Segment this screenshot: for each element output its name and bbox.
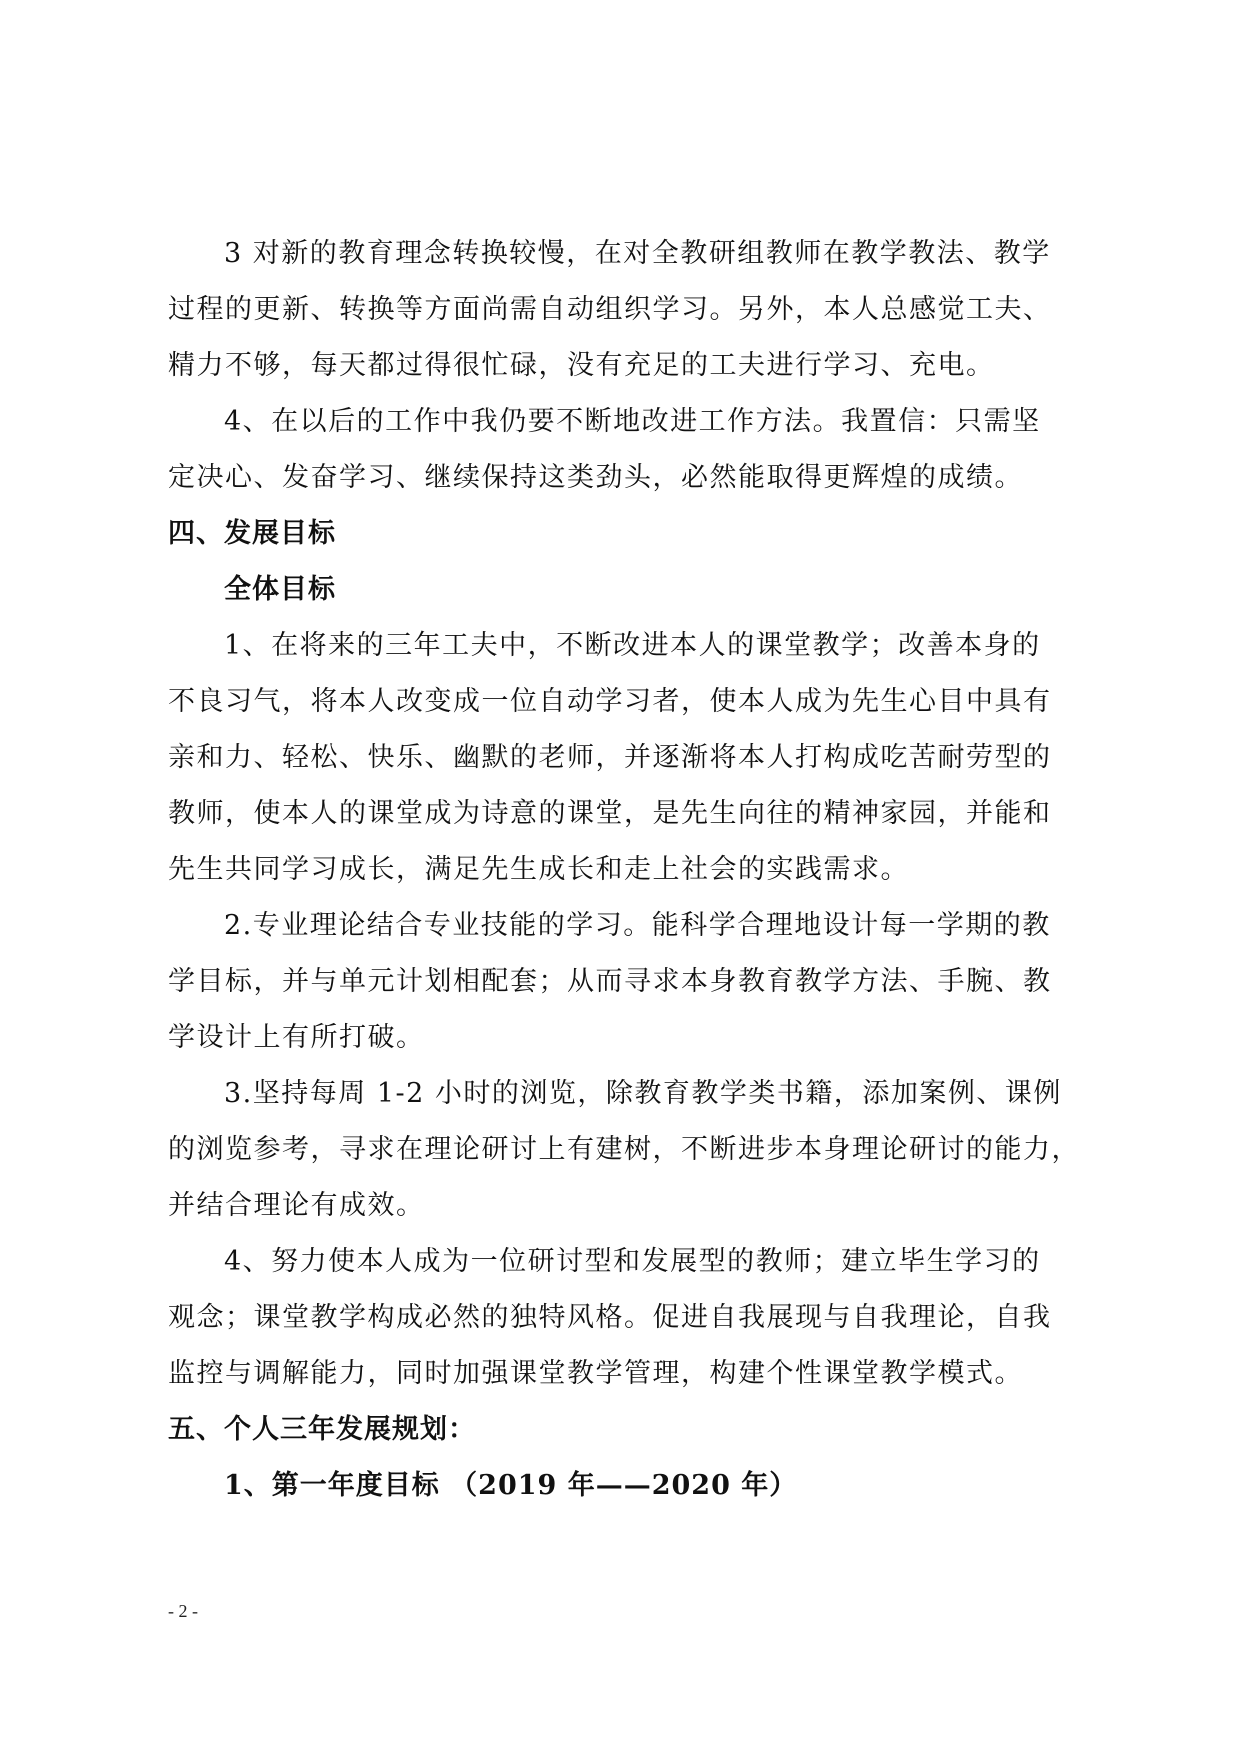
paragraph-line: 1、在将来的三年工夫中，不断改进本人的课堂教学；改善本身的 <box>224 630 1041 661</box>
subsection-heading: 全体目标 <box>224 574 336 605</box>
paragraph-line: 4、在以后的工作中我仍要不断地改进工作方法。我置信：只需坚 <box>224 406 1041 437</box>
section-heading: 四、发展目标 <box>168 518 336 549</box>
paragraph-line: 2.专业理论结合专业技能的学习。能科学合理地设计每一学期的教 <box>224 910 1051 941</box>
paragraph-line: 教师，使本人的课堂成为诗意的课堂，是先生向往的精神家园，并能和 <box>168 798 1052 829</box>
paragraph-line: 定决心、发奋学习、继续保持这类劲头，必然能取得更辉煌的成绩。 <box>168 462 1023 493</box>
paragraph-line: 不良习气，将本人改变成一位自动学习者，使本人成为先生心目中具有 <box>168 686 1052 717</box>
paragraph-line: 4、努力使本人成为一位研讨型和发展型的教师；建立毕生学习的 <box>224 1246 1041 1277</box>
paragraph-line: 监控与调解能力，同时加强课堂教学管理，构建个性课堂教学模式。 <box>168 1358 1023 1389</box>
paragraph-line: 学设计上有所打破。 <box>168 1022 425 1053</box>
paragraph-line: 先生共同学习成长，满足先生成长和走上社会的实践需求。 <box>168 854 909 885</box>
body-text <box>168 226 1090 1514</box>
paragraph-line: 观念；课堂教学构成必然的独特风格。促进自我展现与自我理论，自我 <box>168 1302 1052 1333</box>
paragraph-line: 3.坚持每周 1-2 小时的浏览，除教育教学类书籍，添加案例、课例 <box>224 1078 1062 1109</box>
section-heading: 五、个人三年发展规划： <box>168 1414 476 1445</box>
paragraph-line: 精力不够，每天都过得很忙碌，没有充足的工夫进行学习、充电。 <box>168 350 995 381</box>
paragraph-line: 3 对新的教育理念转换较慢，在对全教研组教师在教学教法、教学 <box>224 238 1051 269</box>
paragraph-line: 并结合理论有成效。 <box>168 1190 425 1221</box>
page-number: - 2 - <box>168 1601 198 1621</box>
subsection-heading: 1、第一年度目标 （2019 年——2020 年） <box>224 1470 798 1501</box>
paragraph-line: 的浏览参考，寻求在理论研讨上有建树，不断进步本身理论研讨的能力， <box>168 1134 1080 1165</box>
paragraph-line: 亲和力、轻松、快乐、幽默的老师，并逐渐将本人打构成吃苦耐劳型的 <box>168 742 1052 773</box>
paragraph-line: 过程的更新、转换等方面尚需自动组织学习。另外，本人总感觉工夫、 <box>168 294 1052 325</box>
paragraph-line: 学目标，并与单元计划相配套；从而寻求本身教育教学方法、手腕、教 <box>168 966 1052 997</box>
